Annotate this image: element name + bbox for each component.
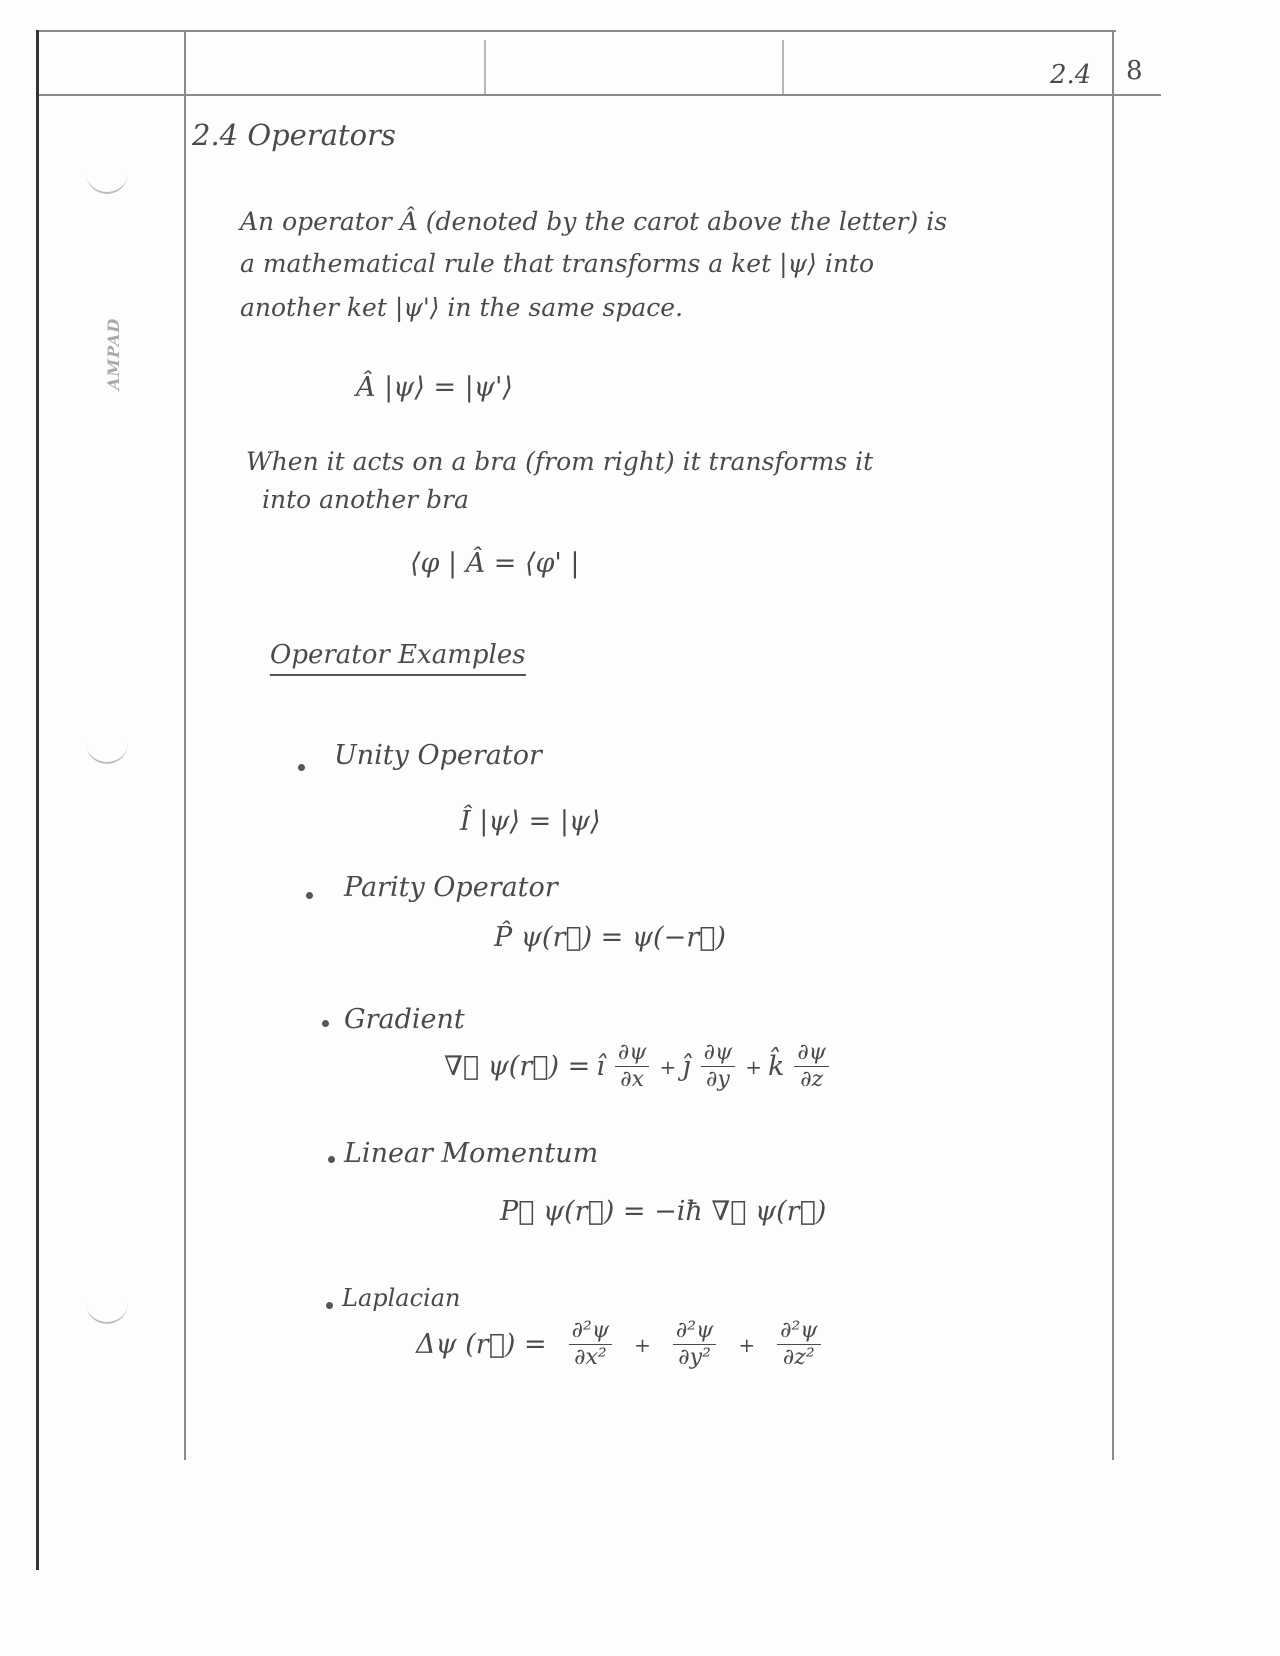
- laplacian-term-z-num: ∂²ψ: [777, 1318, 820, 1345]
- bra-text-line-2: into another bra: [262, 485, 469, 514]
- laplacian-term-y-num: ∂²ψ: [673, 1318, 716, 1345]
- gradient-term-y-num: ∂ψ: [701, 1040, 736, 1067]
- header-divider-1: [484, 40, 486, 94]
- gradient-term-y: [701, 1040, 736, 1093]
- margin-line: [184, 30, 186, 1460]
- gradient-unit-j: ĵ: [682, 1051, 691, 1082]
- gradient-unit-k: k̂: [768, 1051, 785, 1082]
- gradient-term-x-den: ∂x: [620, 1067, 645, 1092]
- gradient-term-x-num: ∂ψ: [615, 1040, 650, 1067]
- gradient-plus-1: +: [659, 1054, 677, 1079]
- intro-line-3: another ket |ψ'⟩ in the same space.: [240, 293, 684, 322]
- header-top-line: [36, 30, 1116, 32]
- laplacian-plus-1: +: [634, 1332, 651, 1357]
- laplacian-equation: [416, 1318, 825, 1371]
- gradient-term-y-den: ∂y: [706, 1067, 730, 1092]
- binder-hole-middle: [86, 740, 128, 764]
- bullet-parity: [306, 892, 313, 899]
- left-border-line: [36, 30, 39, 1570]
- ket-equation: Â |ψ⟩ = |ψ'⟩: [356, 372, 513, 403]
- page-number: 8: [1126, 56, 1143, 86]
- bullet-gradient: [322, 1020, 329, 1027]
- gradient-lhs: ∇⃗ ψ(r⃗) =: [444, 1051, 591, 1082]
- header-divider-2: [782, 40, 784, 94]
- bra-equation: ⟨φ | Â = ⟨φ' |: [410, 548, 580, 579]
- gradient-equation: [444, 1040, 833, 1093]
- bullet-laplacian: [326, 1302, 333, 1309]
- momentum-label: Linear Momentum: [344, 1138, 599, 1169]
- unity-equation: Î |ψ⟩ = |ψ⟩: [460, 806, 601, 837]
- laplacian-term-z-den: ∂z²: [782, 1345, 815, 1370]
- laplacian-plus-2: +: [738, 1332, 756, 1357]
- section-title: 2.4 Operators: [192, 118, 396, 152]
- bullet-momentum: [328, 1156, 335, 1163]
- laplacian-term-x-den: ∂x²: [574, 1345, 607, 1370]
- gradient-term-x: [615, 1040, 650, 1093]
- gradient-term-z: [794, 1040, 829, 1093]
- header-bottom-line: [36, 94, 1161, 96]
- binder-hole-bottom: [86, 1300, 128, 1324]
- gradient-unit-i: î: [596, 1051, 605, 1082]
- intro-line-2: a mathematical rule that transforms a ket |ψ⟩ into: [240, 249, 875, 278]
- gradient-term-z-den: ∂z: [800, 1067, 824, 1092]
- operator-examples-heading: Operator Examples: [270, 640, 526, 676]
- bullet-unity: [298, 764, 305, 771]
- momentum-equation: P⃗ ψ(r⃗) = −iħ ∇⃗ ψ(r⃗): [500, 1196, 827, 1227]
- right-margin-line: [1112, 30, 1114, 1460]
- gradient-label: Gradient: [344, 1004, 465, 1035]
- unity-label: Unity Operator: [334, 740, 542, 771]
- parity-equation: P̂ ψ(r⃗) = ψ(−r⃗): [494, 922, 726, 953]
- gradient-term-z-num: ∂ψ: [794, 1040, 829, 1067]
- bra-text-line-1: When it acts on a bra (from right) it transforms it: [246, 447, 874, 476]
- laplacian-term-x-num: ∂²ψ: [569, 1318, 612, 1345]
- laplacian-term-x: [569, 1318, 612, 1371]
- laplacian-label: Laplacian: [342, 1284, 461, 1312]
- laplacian-lhs: Δψ (r⃗) =: [416, 1329, 547, 1360]
- laplacian-term-y: [673, 1318, 716, 1371]
- ampad-logo: AMPAD: [104, 317, 123, 390]
- binder-hole-top: [86, 170, 128, 194]
- laplacian-term-z: [777, 1318, 820, 1371]
- parity-label: Parity Operator: [344, 872, 558, 903]
- gradient-plus-2: +: [745, 1054, 763, 1079]
- intro-line-1: An operator Â (denoted by the carot above the letter) is: [240, 207, 948, 236]
- laplacian-term-y-den: ∂y²: [678, 1345, 711, 1370]
- section-number: 2.4: [1050, 60, 1092, 90]
